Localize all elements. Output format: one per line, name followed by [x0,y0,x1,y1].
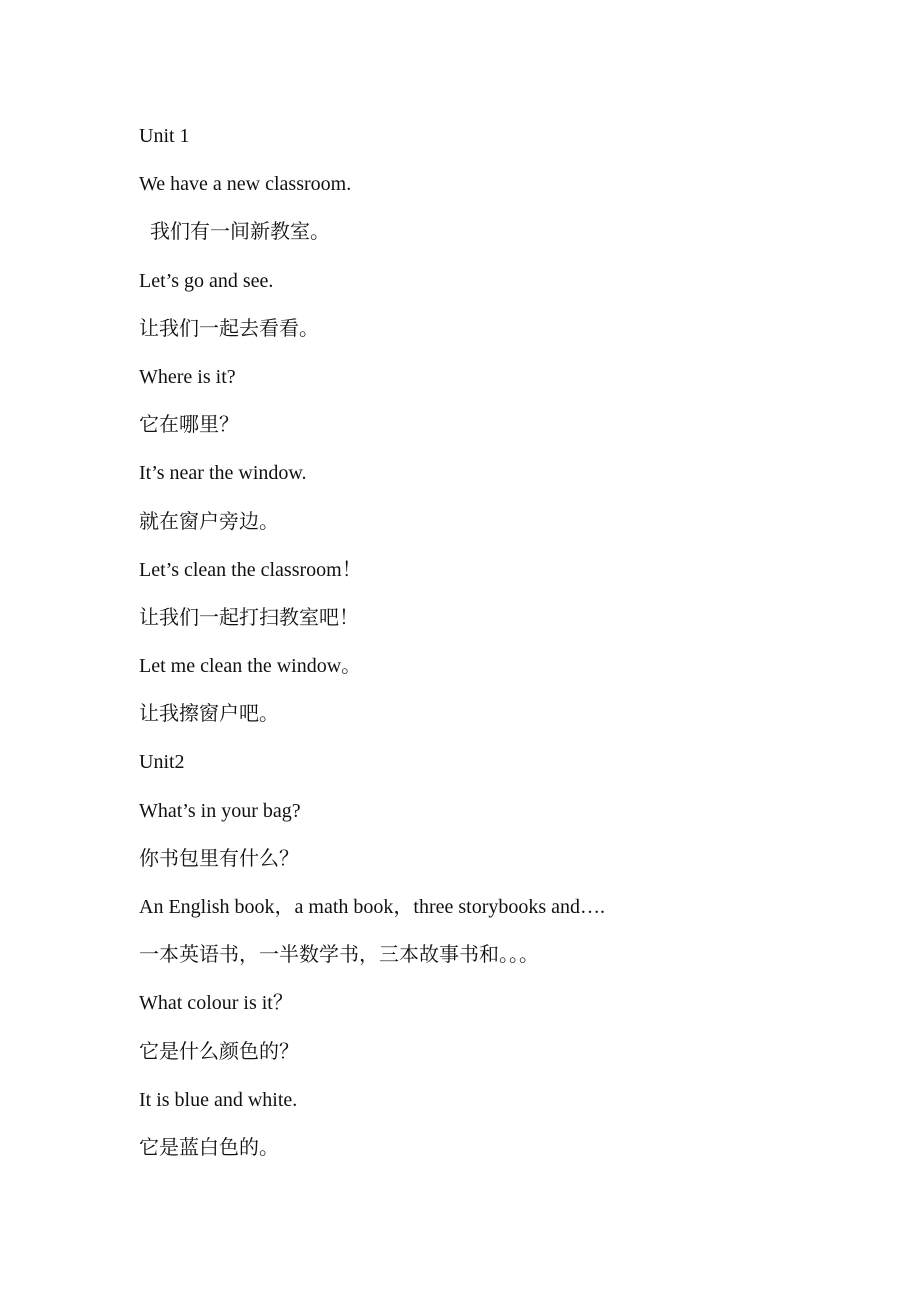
chinese-translation: 它是蓝白色的。 [139,1136,279,1159]
english-sentence: It is blue and white. [139,1088,298,1111]
english-sentence: An English book，a math book，three storybooks and…. [139,896,606,918]
english-sentence: What’s in your bag? [139,799,301,822]
english-sentence: Let me clean the window。 [139,655,362,678]
english-sentence: It’s near the window. [139,462,307,485]
english-sentence: We have a new classroom. [139,173,352,196]
chinese-translation: 让我擦窗户吧。 [139,703,279,726]
chinese-translation: 让我们一起打扫教室吧！ [139,606,359,629]
chinese-translation: 一本英语书，一半数学书，三本故事书和。。。 [139,944,539,967]
english-sentence: Let’s go and see. [139,269,274,292]
english-sentence: Let’s clean the classroom！ [139,558,362,581]
unit-heading: Unit 1 [139,125,190,147]
chinese-translation: 它是什么颜色的？ [139,1040,299,1063]
english-sentence: Where is it? [139,365,236,388]
chinese-translation: 让我们一起去看看。 [139,317,319,340]
chinese-translation: 就在窗户旁边。 [139,510,279,533]
chinese-translation: 我们有一间新教室。 [150,221,330,244]
english-sentence: What colour is it？ [139,992,293,1015]
document-page [139,112,839,1172]
chinese-translation: 它在哪里？ [139,414,239,437]
unit-heading: Unit2 [139,751,185,774]
chinese-translation: 你书包里有什么？ [139,847,299,870]
